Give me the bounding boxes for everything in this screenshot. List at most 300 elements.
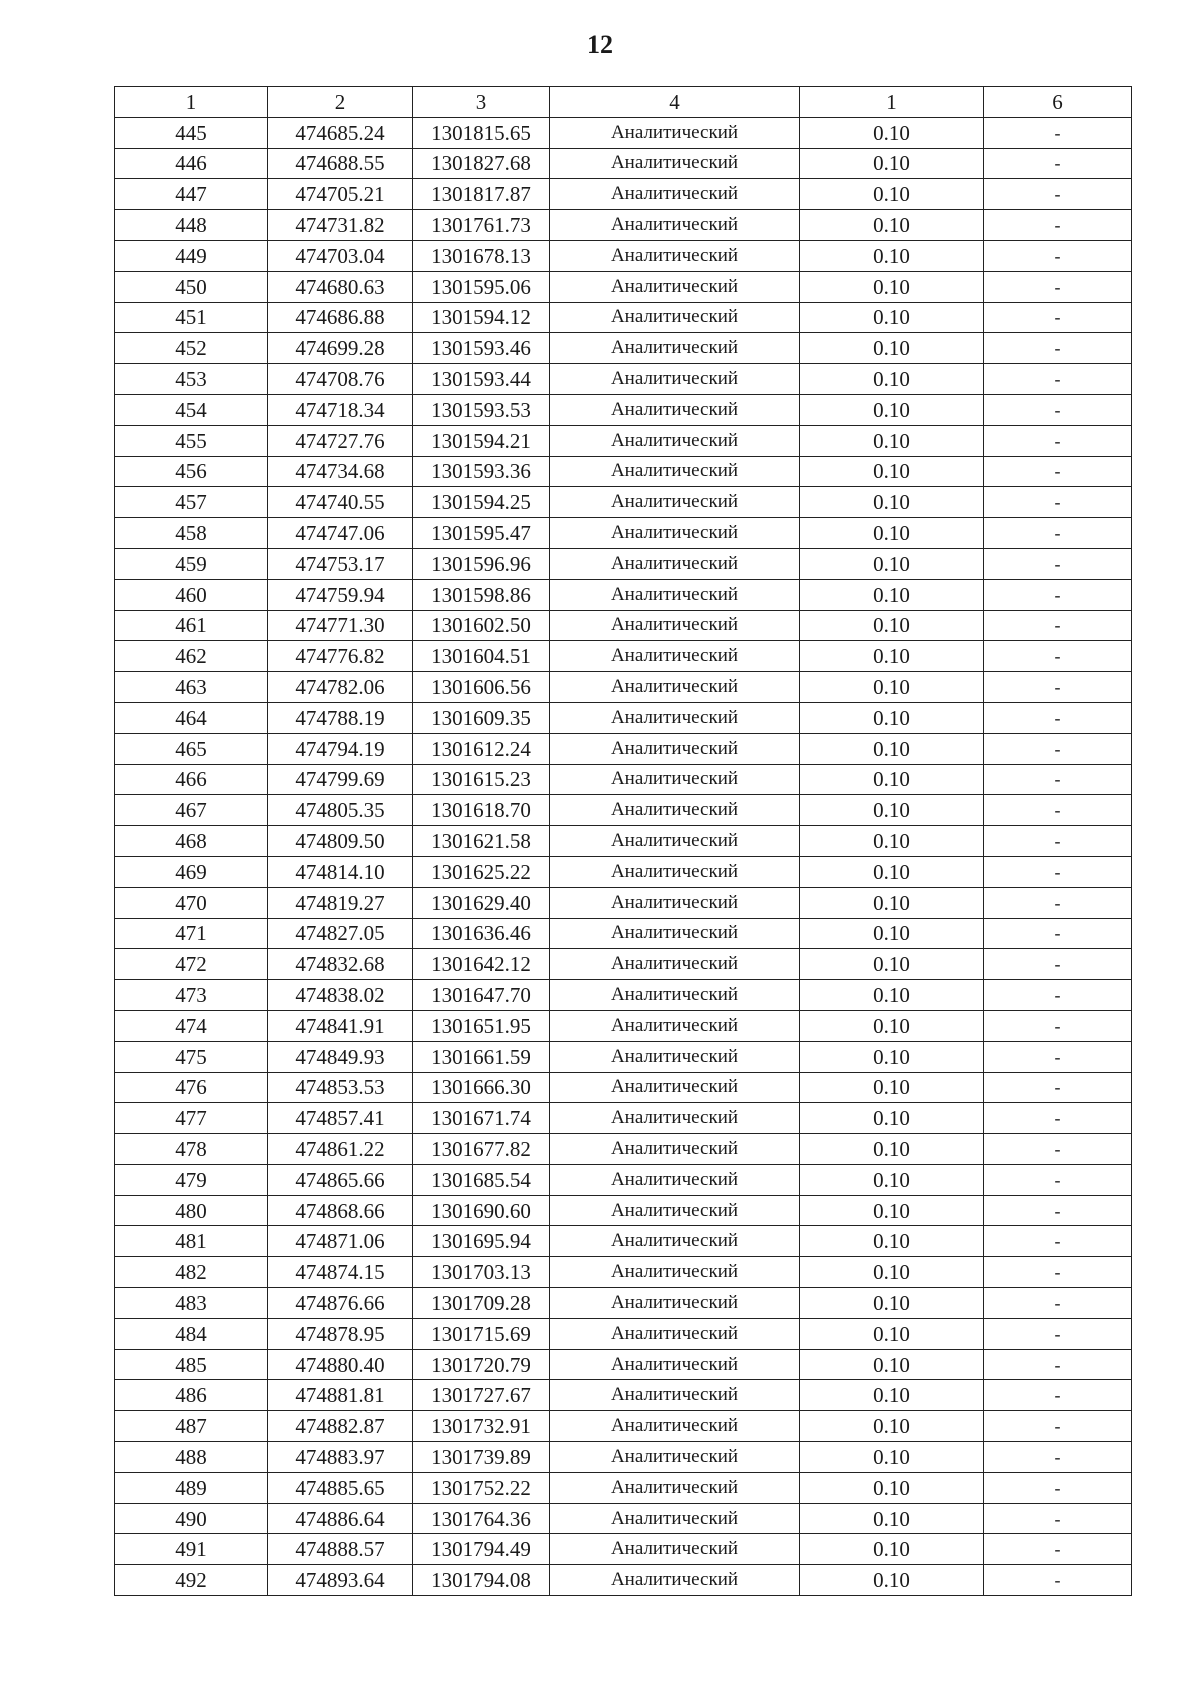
- x-coordinate-cell: 474885.65: [268, 1472, 413, 1503]
- point-number-cell: 480: [115, 1195, 268, 1226]
- y-coordinate-cell: 1301596.96: [413, 548, 550, 579]
- header-row: [115, 87, 1132, 118]
- method-cell: Аналитический: [550, 518, 800, 549]
- y-coordinate-cell: 1301666.30: [413, 1072, 550, 1103]
- note-cell: -: [984, 579, 1132, 610]
- y-coordinate-cell: 1301593.53: [413, 394, 550, 425]
- method-cell: Аналитический: [550, 1534, 800, 1565]
- note-cell: -: [984, 1041, 1132, 1072]
- note-cell: -: [984, 1257, 1132, 1288]
- method-cell: Аналитический: [550, 210, 800, 241]
- y-coordinate-cell: 1301739.89: [413, 1442, 550, 1473]
- x-coordinate-cell: 474865.66: [268, 1164, 413, 1195]
- note-cell: -: [984, 1103, 1132, 1134]
- point-number-cell: 453: [115, 364, 268, 395]
- point-number-cell: 474: [115, 1010, 268, 1041]
- accuracy-cell: 0.10: [800, 764, 984, 795]
- x-coordinate-cell: 474699.28: [268, 333, 413, 364]
- y-coordinate-cell: 1301595.06: [413, 271, 550, 302]
- table-row: [115, 240, 1132, 271]
- note-cell: -: [984, 1134, 1132, 1165]
- point-number-cell: 470: [115, 887, 268, 918]
- x-coordinate-cell: 474868.66: [268, 1195, 413, 1226]
- point-number-cell: 477: [115, 1103, 268, 1134]
- table-row: [115, 795, 1132, 826]
- y-coordinate-cell: 1301827.68: [413, 148, 550, 179]
- point-number-cell: 471: [115, 918, 268, 949]
- method-cell: Аналитический: [550, 1442, 800, 1473]
- accuracy-cell: 0.10: [800, 333, 984, 364]
- table-row: [115, 733, 1132, 764]
- point-number-cell: 472: [115, 949, 268, 980]
- note-cell: -: [984, 1411, 1132, 1442]
- accuracy-cell: 0.10: [800, 487, 984, 518]
- point-number-cell: 450: [115, 271, 268, 302]
- y-coordinate-cell: 1301602.50: [413, 610, 550, 641]
- method-cell: Аналитический: [550, 795, 800, 826]
- x-coordinate-cell: 474853.53: [268, 1072, 413, 1103]
- note-cell: -: [984, 1565, 1132, 1596]
- header-cell-col5: 1: [800, 87, 984, 118]
- table-row: [115, 1103, 1132, 1134]
- table-row: [115, 826, 1132, 857]
- y-coordinate-cell: 1301720.79: [413, 1349, 550, 1380]
- point-number-cell: 460: [115, 579, 268, 610]
- point-number-cell: 469: [115, 856, 268, 887]
- accuracy-cell: 0.10: [800, 1103, 984, 1134]
- note-cell: -: [984, 302, 1132, 333]
- accuracy-cell: 0.10: [800, 117, 984, 148]
- y-coordinate-cell: 1301677.82: [413, 1134, 550, 1165]
- method-cell: Аналитический: [550, 1411, 800, 1442]
- method-cell: Аналитический: [550, 1257, 800, 1288]
- y-coordinate-cell: 1301629.40: [413, 887, 550, 918]
- y-coordinate-cell: 1301815.65: [413, 117, 550, 148]
- method-cell: Аналитический: [550, 1349, 800, 1380]
- table-row: [115, 1134, 1132, 1165]
- point-number-cell: 484: [115, 1318, 268, 1349]
- method-cell: Аналитический: [550, 1134, 800, 1165]
- y-coordinate-cell: 1301715.69: [413, 1318, 550, 1349]
- x-coordinate-cell: 474876.66: [268, 1288, 413, 1319]
- table-row: [115, 579, 1132, 610]
- y-coordinate-cell: 1301612.24: [413, 733, 550, 764]
- coordinates-table: [114, 86, 1132, 1596]
- x-coordinate-cell: 474718.34: [268, 394, 413, 425]
- method-cell: Аналитический: [550, 333, 800, 364]
- y-coordinate-cell: 1301594.12: [413, 302, 550, 333]
- point-number-cell: 455: [115, 425, 268, 456]
- x-coordinate-cell: 474740.55: [268, 487, 413, 518]
- point-number-cell: 448: [115, 210, 268, 241]
- x-coordinate-cell: 474857.41: [268, 1103, 413, 1134]
- note-cell: -: [984, 795, 1132, 826]
- y-coordinate-cell: 1301606.56: [413, 672, 550, 703]
- header-cell-col2: 2: [268, 87, 413, 118]
- point-number-cell: 475: [115, 1041, 268, 1072]
- table-row: [115, 764, 1132, 795]
- note-cell: -: [984, 1195, 1132, 1226]
- point-number-cell: 476: [115, 1072, 268, 1103]
- method-cell: Аналитический: [550, 887, 800, 918]
- point-number-cell: 454: [115, 394, 268, 425]
- table-row: [115, 1442, 1132, 1473]
- point-number-cell: 491: [115, 1534, 268, 1565]
- header-cell-col4: 4: [550, 87, 800, 118]
- method-cell: Аналитический: [550, 271, 800, 302]
- table-row: [115, 1380, 1132, 1411]
- method-cell: Аналитический: [550, 548, 800, 579]
- y-coordinate-cell: 1301598.86: [413, 579, 550, 610]
- point-number-cell: 465: [115, 733, 268, 764]
- x-coordinate-cell: 474814.10: [268, 856, 413, 887]
- point-number-cell: 445: [115, 117, 268, 148]
- point-number-cell: 468: [115, 826, 268, 857]
- x-coordinate-cell: 474727.76: [268, 425, 413, 456]
- accuracy-cell: 0.10: [800, 1534, 984, 1565]
- method-cell: Аналитический: [550, 1318, 800, 1349]
- note-cell: -: [984, 1318, 1132, 1349]
- point-number-cell: 447: [115, 179, 268, 210]
- y-coordinate-cell: 1301671.74: [413, 1103, 550, 1134]
- accuracy-cell: 0.10: [800, 456, 984, 487]
- y-coordinate-cell: 1301593.44: [413, 364, 550, 395]
- accuracy-cell: 0.10: [800, 210, 984, 241]
- point-number-cell: 464: [115, 702, 268, 733]
- note-cell: -: [984, 117, 1132, 148]
- y-coordinate-cell: 1301647.70: [413, 980, 550, 1011]
- x-coordinate-cell: 474680.63: [268, 271, 413, 302]
- accuracy-cell: 0.10: [800, 1226, 984, 1257]
- accuracy-cell: 0.10: [800, 1195, 984, 1226]
- accuracy-cell: 0.10: [800, 179, 984, 210]
- table-row: [115, 302, 1132, 333]
- point-number-cell: 486: [115, 1380, 268, 1411]
- table-row: [115, 148, 1132, 179]
- note-cell: -: [984, 364, 1132, 395]
- x-coordinate-cell: 474883.97: [268, 1442, 413, 1473]
- table-row: [115, 179, 1132, 210]
- point-number-cell: 467: [115, 795, 268, 826]
- point-number-cell: 481: [115, 1226, 268, 1257]
- y-coordinate-cell: 1301621.58: [413, 826, 550, 857]
- x-coordinate-cell: 474893.64: [268, 1565, 413, 1596]
- accuracy-cell: 0.10: [800, 1380, 984, 1411]
- accuracy-cell: 0.10: [800, 425, 984, 456]
- table-row: [115, 1472, 1132, 1503]
- point-number-cell: 456: [115, 456, 268, 487]
- point-number-cell: 457: [115, 487, 268, 518]
- method-cell: Аналитический: [550, 1472, 800, 1503]
- x-coordinate-cell: 474841.91: [268, 1010, 413, 1041]
- accuracy-cell: 0.10: [800, 1134, 984, 1165]
- method-cell: Аналитический: [550, 179, 800, 210]
- y-coordinate-cell: 1301685.54: [413, 1164, 550, 1195]
- x-coordinate-cell: 474805.35: [268, 795, 413, 826]
- x-coordinate-cell: 474882.87: [268, 1411, 413, 1442]
- point-number-cell: 489: [115, 1472, 268, 1503]
- table-row: [115, 1288, 1132, 1319]
- y-coordinate-cell: 1301703.13: [413, 1257, 550, 1288]
- x-coordinate-cell: 474809.50: [268, 826, 413, 857]
- accuracy-cell: 0.10: [800, 1288, 984, 1319]
- header-cell-col1: 1: [115, 87, 268, 118]
- table-header: [115, 87, 1132, 118]
- point-number-cell: 482: [115, 1257, 268, 1288]
- point-number-cell: 449: [115, 240, 268, 271]
- point-number-cell: 487: [115, 1411, 268, 1442]
- method-cell: Аналитический: [550, 394, 800, 425]
- table-row: [115, 1318, 1132, 1349]
- y-coordinate-cell: 1301642.12: [413, 949, 550, 980]
- y-coordinate-cell: 1301636.46: [413, 918, 550, 949]
- method-cell: Аналитический: [550, 240, 800, 271]
- table-row: [115, 672, 1132, 703]
- x-coordinate-cell: 474799.69: [268, 764, 413, 795]
- accuracy-cell: 0.10: [800, 579, 984, 610]
- x-coordinate-cell: 474782.06: [268, 672, 413, 703]
- note-cell: -: [984, 918, 1132, 949]
- point-number-cell: 458: [115, 518, 268, 549]
- y-coordinate-cell: 1301618.70: [413, 795, 550, 826]
- accuracy-cell: 0.10: [800, 518, 984, 549]
- x-coordinate-cell: 474871.06: [268, 1226, 413, 1257]
- accuracy-cell: 0.10: [800, 548, 984, 579]
- accuracy-cell: 0.10: [800, 240, 984, 271]
- table-row: [115, 210, 1132, 241]
- x-coordinate-cell: 474771.30: [268, 610, 413, 641]
- point-number-cell: 459: [115, 548, 268, 579]
- method-cell: Аналитический: [550, 1565, 800, 1596]
- table-row: [115, 117, 1132, 148]
- x-coordinate-cell: 474685.24: [268, 117, 413, 148]
- accuracy-cell: 0.10: [800, 980, 984, 1011]
- method-cell: Аналитический: [550, 117, 800, 148]
- accuracy-cell: 0.10: [800, 610, 984, 641]
- method-cell: Аналитический: [550, 425, 800, 456]
- x-coordinate-cell: 474819.27: [268, 887, 413, 918]
- point-number-cell: 463: [115, 672, 268, 703]
- header-cell-col3: 3: [413, 87, 550, 118]
- note-cell: -: [984, 210, 1132, 241]
- method-cell: Аналитический: [550, 302, 800, 333]
- note-cell: -: [984, 764, 1132, 795]
- x-coordinate-cell: 474832.68: [268, 949, 413, 980]
- method-cell: Аналитический: [550, 826, 800, 857]
- note-cell: -: [984, 826, 1132, 857]
- note-cell: -: [984, 1349, 1132, 1380]
- table-row: [115, 610, 1132, 641]
- table-row: [115, 1041, 1132, 1072]
- table-row: [115, 1411, 1132, 1442]
- table-row: [115, 1503, 1132, 1534]
- method-cell: Аналитический: [550, 487, 800, 518]
- note-cell: -: [984, 148, 1132, 179]
- table-row: [115, 856, 1132, 887]
- accuracy-cell: 0.10: [800, 856, 984, 887]
- note-cell: -: [984, 1288, 1132, 1319]
- y-coordinate-cell: 1301695.94: [413, 1226, 550, 1257]
- y-coordinate-cell: 1301651.95: [413, 1010, 550, 1041]
- table-row: [115, 1010, 1132, 1041]
- note-cell: -: [984, 1380, 1132, 1411]
- method-cell: Аналитический: [550, 148, 800, 179]
- note-cell: -: [984, 240, 1132, 271]
- table-row: [115, 918, 1132, 949]
- table-row: [115, 1257, 1132, 1288]
- table-row: [115, 456, 1132, 487]
- method-cell: Аналитический: [550, 1041, 800, 1072]
- y-coordinate-cell: 1301764.36: [413, 1503, 550, 1534]
- x-coordinate-cell: 474688.55: [268, 148, 413, 179]
- accuracy-cell: 0.10: [800, 1411, 984, 1442]
- note-cell: -: [984, 949, 1132, 980]
- note-cell: -: [984, 1534, 1132, 1565]
- note-cell: -: [984, 518, 1132, 549]
- accuracy-cell: 0.10: [800, 394, 984, 425]
- table-body: [115, 117, 1132, 1595]
- x-coordinate-cell: 474686.88: [268, 302, 413, 333]
- note-cell: -: [984, 641, 1132, 672]
- note-cell: -: [984, 856, 1132, 887]
- accuracy-cell: 0.10: [800, 641, 984, 672]
- note-cell: -: [984, 1472, 1132, 1503]
- note-cell: -: [984, 333, 1132, 364]
- accuracy-cell: 0.10: [800, 364, 984, 395]
- x-coordinate-cell: 474759.94: [268, 579, 413, 610]
- accuracy-cell: 0.10: [800, 1442, 984, 1473]
- accuracy-cell: 0.10: [800, 1318, 984, 1349]
- y-coordinate-cell: 1301594.25: [413, 487, 550, 518]
- table-row: [115, 394, 1132, 425]
- x-coordinate-cell: 474747.06: [268, 518, 413, 549]
- x-coordinate-cell: 474838.02: [268, 980, 413, 1011]
- accuracy-cell: 0.10: [800, 1010, 984, 1041]
- y-coordinate-cell: 1301794.08: [413, 1565, 550, 1596]
- x-coordinate-cell: 474734.68: [268, 456, 413, 487]
- accuracy-cell: 0.10: [800, 148, 984, 179]
- accuracy-cell: 0.10: [800, 1164, 984, 1195]
- method-cell: Аналитический: [550, 918, 800, 949]
- point-number-cell: 452: [115, 333, 268, 364]
- note-cell: -: [984, 179, 1132, 210]
- accuracy-cell: 0.10: [800, 1503, 984, 1534]
- x-coordinate-cell: 474708.76: [268, 364, 413, 395]
- x-coordinate-cell: 474874.15: [268, 1257, 413, 1288]
- method-cell: Аналитический: [550, 1288, 800, 1319]
- table-row: [115, 1195, 1132, 1226]
- table-row: [115, 1565, 1132, 1596]
- x-coordinate-cell: 474886.64: [268, 1503, 413, 1534]
- y-coordinate-cell: 1301690.60: [413, 1195, 550, 1226]
- header-cell-col6: 6: [984, 87, 1132, 118]
- table-row: [115, 980, 1132, 1011]
- method-cell: Аналитический: [550, 1195, 800, 1226]
- y-coordinate-cell: 1301593.46: [413, 333, 550, 364]
- note-cell: -: [984, 1442, 1132, 1473]
- table-row: [115, 271, 1132, 302]
- note-cell: -: [984, 1164, 1132, 1195]
- accuracy-cell: 0.10: [800, 1565, 984, 1596]
- accuracy-cell: 0.10: [800, 1472, 984, 1503]
- y-coordinate-cell: 1301615.23: [413, 764, 550, 795]
- method-cell: Аналитический: [550, 364, 800, 395]
- x-coordinate-cell: 474788.19: [268, 702, 413, 733]
- table-row: [115, 1072, 1132, 1103]
- table-row: [115, 641, 1132, 672]
- point-number-cell: 485: [115, 1349, 268, 1380]
- point-number-cell: 479: [115, 1164, 268, 1195]
- note-cell: -: [984, 271, 1132, 302]
- note-cell: -: [984, 980, 1132, 1011]
- note-cell: -: [984, 1226, 1132, 1257]
- method-cell: Аналитический: [550, 672, 800, 703]
- x-coordinate-cell: 474878.95: [268, 1318, 413, 1349]
- accuracy-cell: 0.10: [800, 826, 984, 857]
- point-number-cell: 478: [115, 1134, 268, 1165]
- table-row: [115, 949, 1132, 980]
- point-number-cell: 462: [115, 641, 268, 672]
- x-coordinate-cell: 474705.21: [268, 179, 413, 210]
- point-number-cell: 488: [115, 1442, 268, 1473]
- x-coordinate-cell: 474703.04: [268, 240, 413, 271]
- method-cell: Аналитический: [550, 1380, 800, 1411]
- note-cell: -: [984, 1503, 1132, 1534]
- y-coordinate-cell: 1301727.67: [413, 1380, 550, 1411]
- note-cell: -: [984, 456, 1132, 487]
- method-cell: Аналитический: [550, 702, 800, 733]
- x-coordinate-cell: 474880.40: [268, 1349, 413, 1380]
- note-cell: -: [984, 887, 1132, 918]
- accuracy-cell: 0.10: [800, 1072, 984, 1103]
- y-coordinate-cell: 1301609.35: [413, 702, 550, 733]
- table-row: [115, 333, 1132, 364]
- method-cell: Аналитический: [550, 856, 800, 887]
- method-cell: Аналитический: [550, 610, 800, 641]
- table-row: [115, 1164, 1132, 1195]
- x-coordinate-cell: 474888.57: [268, 1534, 413, 1565]
- method-cell: Аналитический: [550, 1103, 800, 1134]
- y-coordinate-cell: 1301661.59: [413, 1041, 550, 1072]
- accuracy-cell: 0.10: [800, 949, 984, 980]
- method-cell: Аналитический: [550, 733, 800, 764]
- y-coordinate-cell: 1301732.91: [413, 1411, 550, 1442]
- y-coordinate-cell: 1301678.13: [413, 240, 550, 271]
- point-number-cell: 446: [115, 148, 268, 179]
- x-coordinate-cell: 474861.22: [268, 1134, 413, 1165]
- x-coordinate-cell: 474753.17: [268, 548, 413, 579]
- method-cell: Аналитический: [550, 456, 800, 487]
- accuracy-cell: 0.10: [800, 672, 984, 703]
- table-row: [115, 1349, 1132, 1380]
- accuracy-cell: 0.10: [800, 302, 984, 333]
- method-cell: Аналитический: [550, 949, 800, 980]
- method-cell: Аналитический: [550, 1503, 800, 1534]
- table-row: [115, 548, 1132, 579]
- y-coordinate-cell: 1301709.28: [413, 1288, 550, 1319]
- y-coordinate-cell: 1301625.22: [413, 856, 550, 887]
- accuracy-cell: 0.10: [800, 1257, 984, 1288]
- y-coordinate-cell: 1301794.49: [413, 1534, 550, 1565]
- x-coordinate-cell: 474881.81: [268, 1380, 413, 1411]
- table-row: [115, 518, 1132, 549]
- method-cell: Аналитический: [550, 764, 800, 795]
- point-number-cell: 483: [115, 1288, 268, 1319]
- y-coordinate-cell: 1301595.47: [413, 518, 550, 549]
- accuracy-cell: 0.10: [800, 918, 984, 949]
- x-coordinate-cell: 474731.82: [268, 210, 413, 241]
- method-cell: Аналитический: [550, 1226, 800, 1257]
